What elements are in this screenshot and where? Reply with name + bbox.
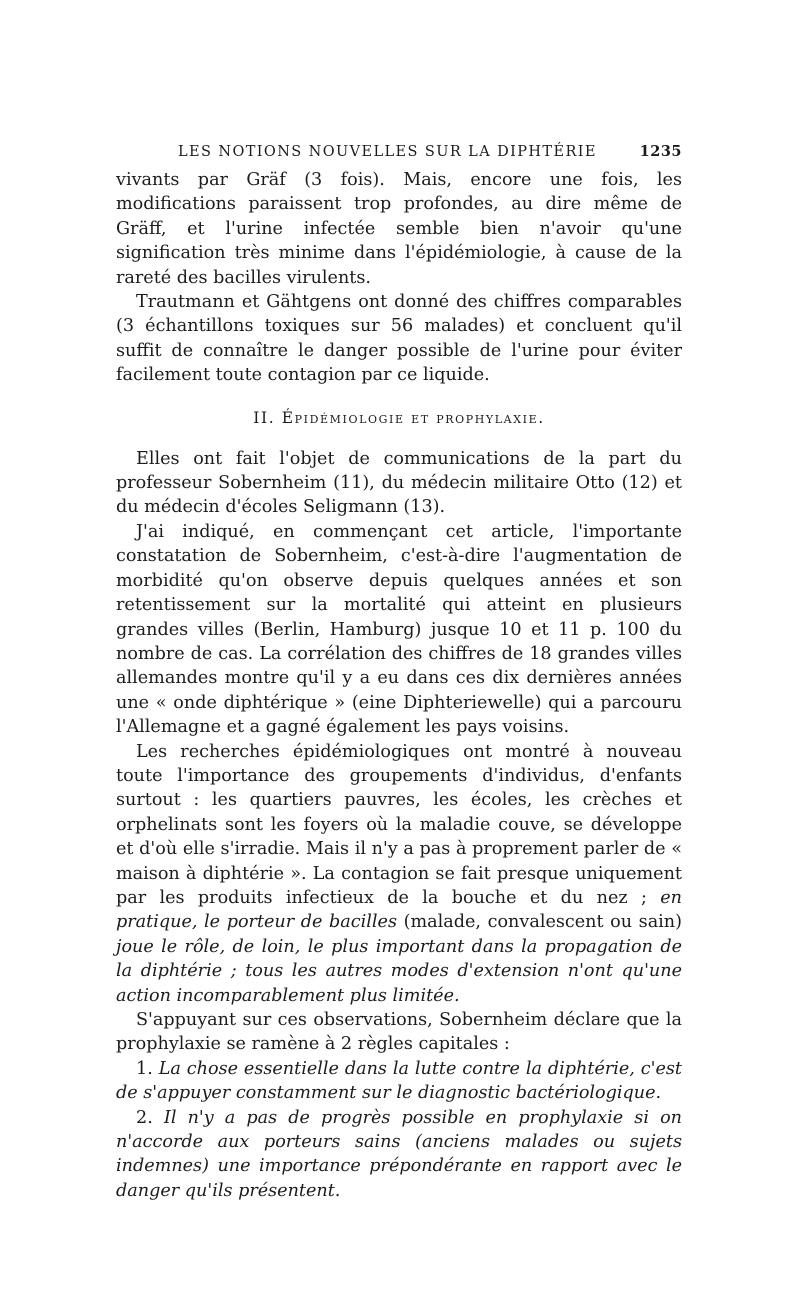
paragraph-sobernheim: J'ai indiqué, en commençant cet article, l'importante constatation de Sobernheim, c'est-à-dire l'augmentation de morbidité qu'on observe depuis quelques années et son retentissement sur la mortalité qui atteint en plusieurs grandes villes (Berlin, Hamburg) jusque 10 et 11 p. 100 du nombre de cas. La corrélation des chiffres de 18 grandes villes allemandes montre qu'il y a eu dans ces dix dernières années une « onde diphtérique » (eine Diphteriewelle) qui a parcouru l'Allemagne et a gagné également les pays voisins. [116,521,682,738]
rule-number: 2. [136,1107,153,1128]
research-parenthetical: (malade, convalescent ou sain) [403,912,683,933]
rule-number: 1. [136,1058,153,1079]
research-italic-porteur: en pratique, le porteur de bacilles [116,887,682,933]
research-text: Les recherches épidémiologiques ont montré à nouveau toute l'importance des groupements d'individus, d'enfants surtout : les quartiers pauvres, les écoles, les crèches et orphelinats sont les foyers où la maladie couve, se développe et d'où elle s'irradie. Mais il n'y a pas à proprement parler de « maison à diphtérie ». La contagion se fait presque uniquement par les produits infectieux de la bouche et du nez ; [116,741,682,908]
paragraph-rules-intro: S'appuyant sur ces observations, Sobernheim déclare que la prophylaxie se ramène à 2 règles capitales : [116,1010,682,1055]
paragraph-trautmann: Trautmann et Gähtgens ont donné des chiffres comparables (3 échantillons toxiques sur 56 malades) et concluent qu'il suffit de connaître le danger possible de l'urine pour éviter facilement toute contagion par ce liquide. [116,292,682,386]
running-header [116,143,682,160]
rule-item [116,1106,682,1204]
document-page [116,143,682,1203]
page-number: 1235 [639,143,682,160]
section-heading: II. Épidémiologie et prophylaxie. [253,408,545,427]
research-italic-role: joue le rôle, de loin, le plus important dans la propagation de la diphtérie ; tous les autres modes d'extension n'ont qu'une action incomparablement plus limitée. [116,936,682,1006]
paragraph-communications: Elles ont fait l'objet de communications de la part du professeur Sobernheim (11), du médecin militaire Otto (12) et du médecin d'écoles Seligmann (13). [116,448,682,518]
rule-text: La chose essentielle dans la lutte contre la diphtérie, c'est de s'appuyer constamment sur le diagnostic bactériologique. [116,1058,683,1104]
rule-item [116,1057,682,1106]
paragraph-continuation: vivants par Gräf (3 fois). Mais, encore une fois, les modifications paraissent trop profondes, au dire même de Gräff, et l'urine infectée semble bien n'avoir qu'une signification très minime dans l'épidémiologie, à cause de la rareté des bacilles virulents. [116,170,682,288]
rule-text: Il n'y a pas de progrès possible en prophylaxie si on n'accorde aux porteurs sains (anciens malades ou sujets indemnes) une importance prépondérante en rapport avec le danger qu'ils présentent. [116,1107,682,1201]
paragraph-research [116,740,682,1008]
running-title: LES NOTIONS NOUVELLES SUR LA DIPHTÉRIE [178,144,597,160]
